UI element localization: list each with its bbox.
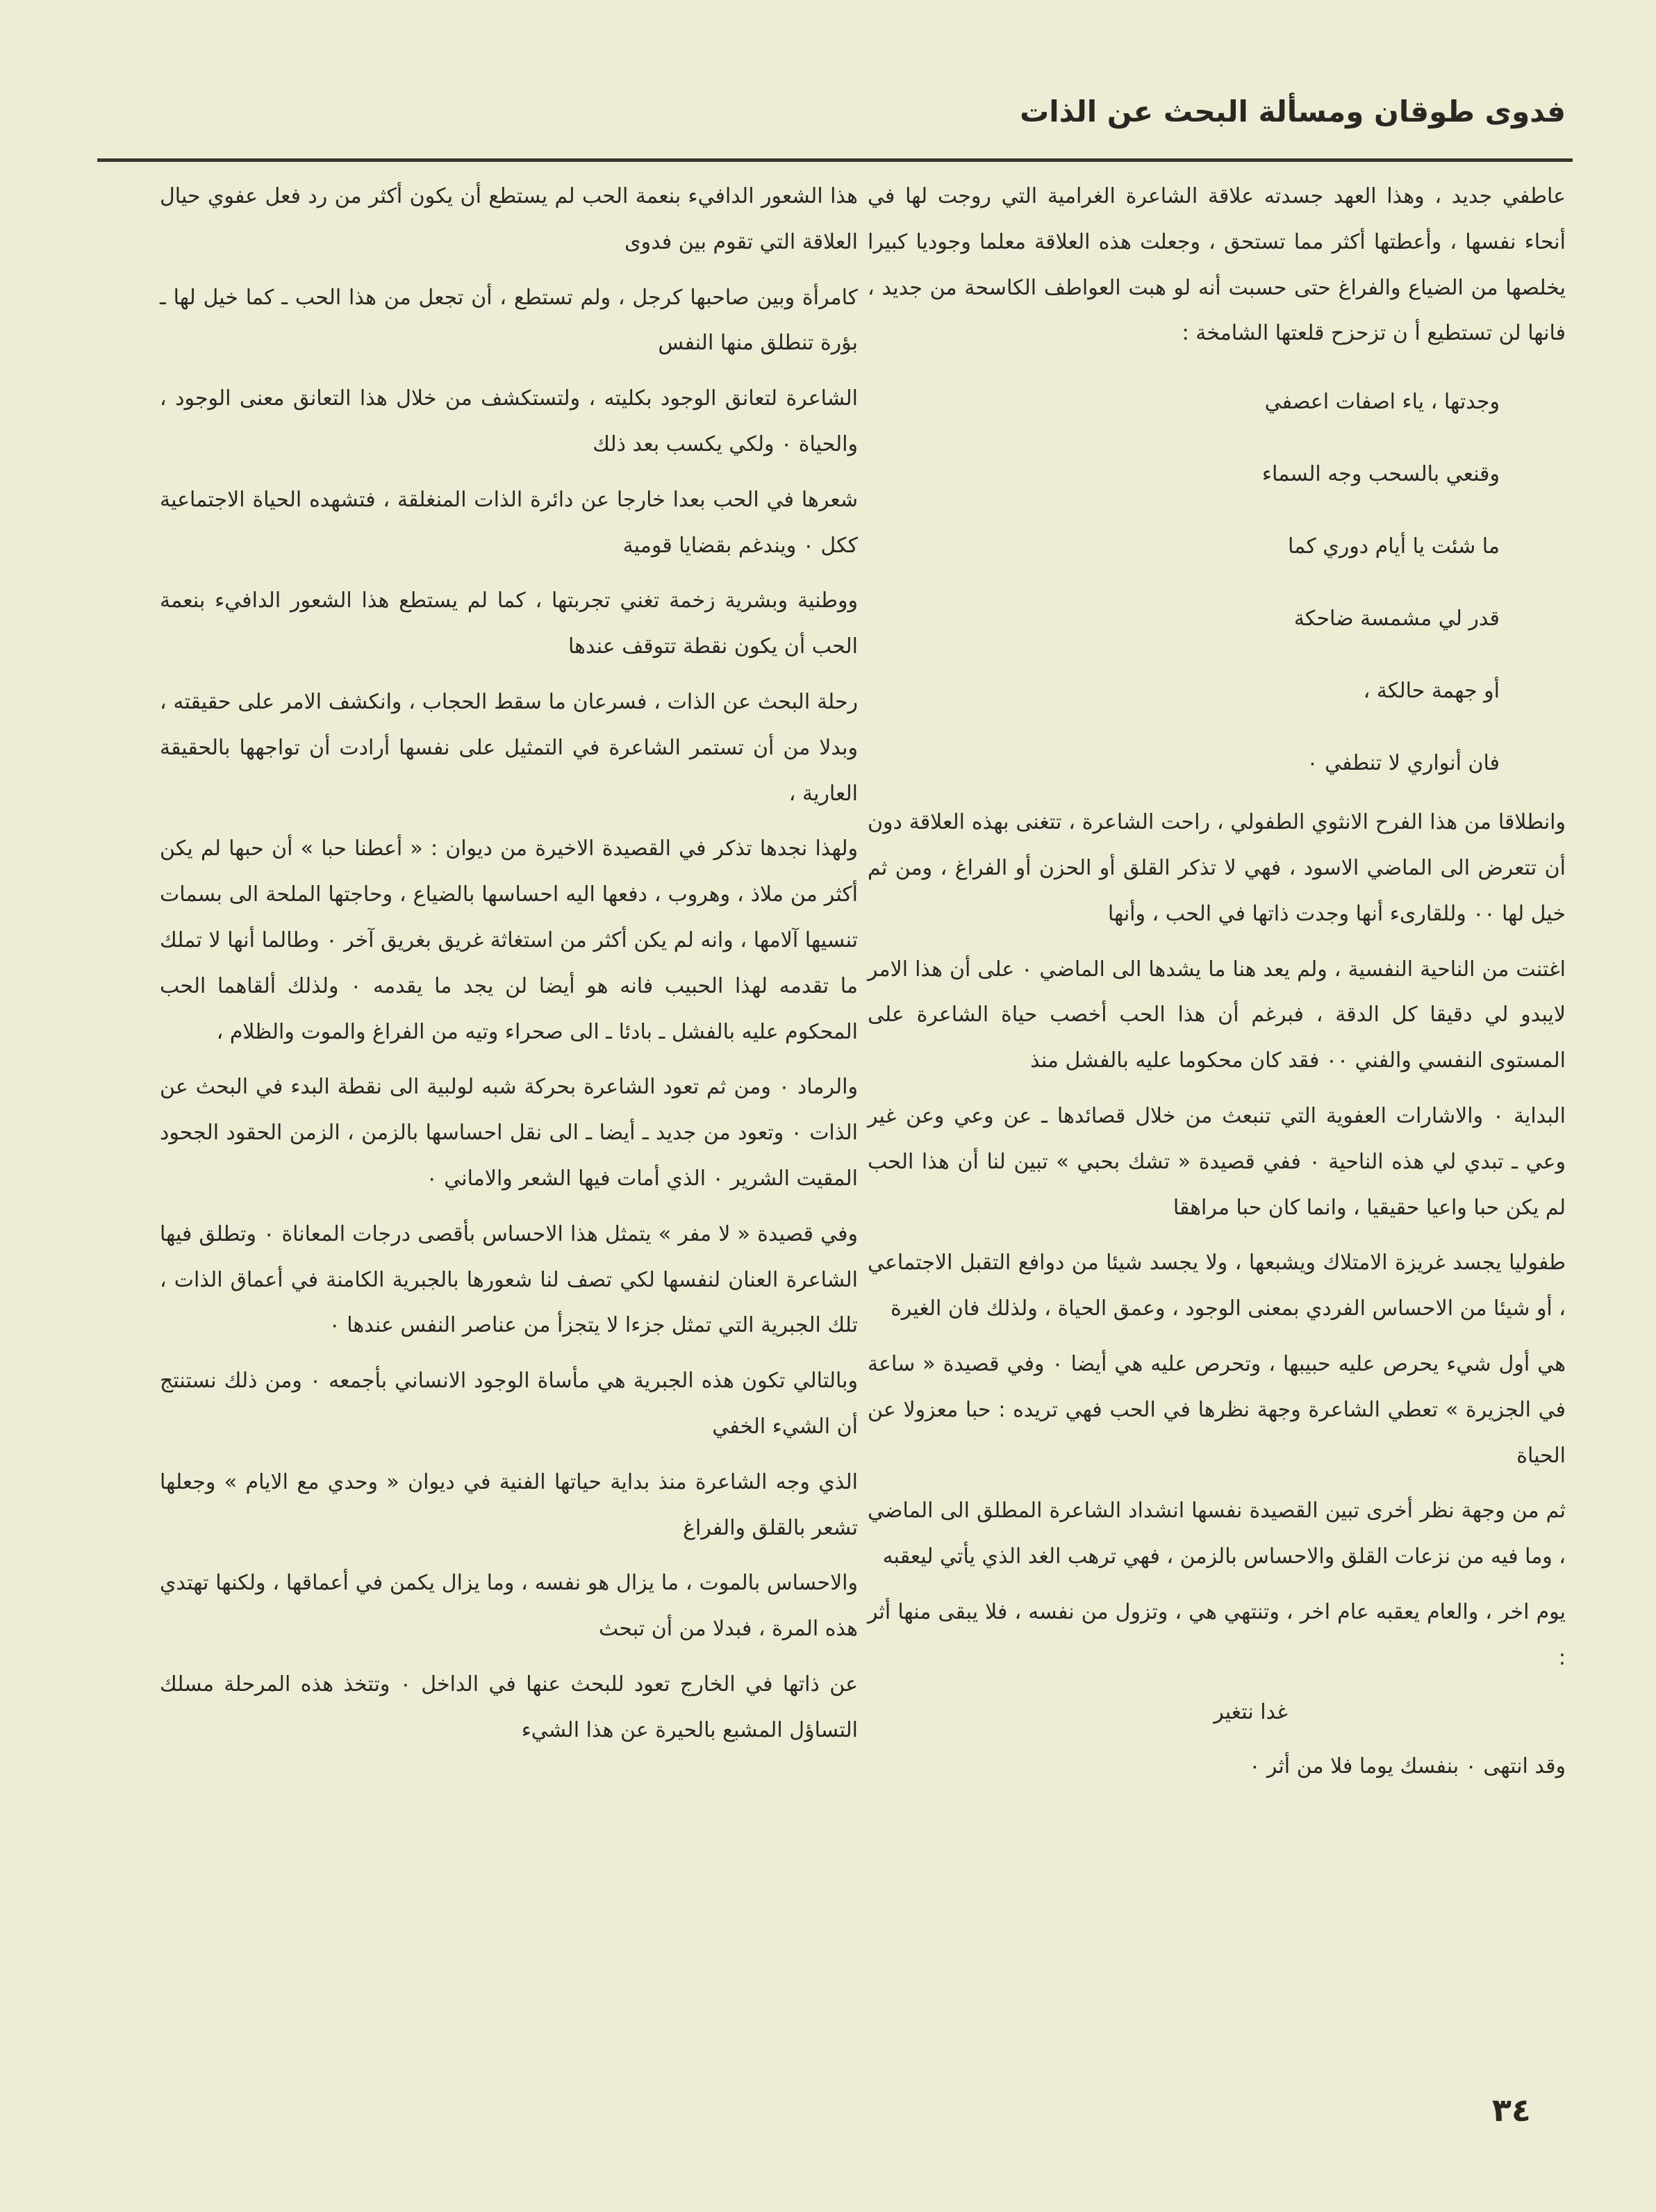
poem-line: وجدتها ، ياء اصفات اعصفي — [1264, 390, 1500, 415]
paragraph: كامرأة وبين صاحبها كرجل ، ولم تستطع ، أن تجعل من هذا الحب ـ كما خيل لها ـ بؤرة تنطلق منها النفس — [160, 285, 858, 356]
paragraph: اغتنت من الناحية النفسية ، ولم يعد هنا ما يشدها الى الماضي ٠ على أن هذا الامر لايبدو لي دقيقا كل الدقة ، فبرغم أن هذا الحب أخصب حياة الشاعرة على المستوى النفسي والفني ٠٠ فقد كان محكوما عليه بالفشل منذ — [868, 957, 1566, 1073]
paragraph: وقد انتهى ٠ بنفسك يوما فلا من أثر ٠ — [1249, 1753, 1566, 1778]
paragraph: وبالتالي تكون هذه الجبرية هي مأساة الوجود الانساني بأجمعه ٠ ومن ذلك نستنتج أن الشيء الخفي — [160, 1369, 858, 1439]
paragraph: ثم من وجهة نظر أخرى تبين القصيدة نفسها انشداد الشاعرة المطلق الى الماضي ، وما فيه من نزعات القلق والاحساس بالزمن ، فهي ترهب الغد الذي يأتي ليعقبه — [868, 1499, 1566, 1569]
poem-block — [868, 366, 1566, 800]
page-title: فدوى طوقان ومسألة البحث عن الذات — [1020, 94, 1566, 129]
right-column — [868, 174, 1566, 1799]
paragraph: عاطفي جديد ، وهذا العهد جسدته علاقة الشاعرة الغرامية التي روجت لها في أنحاء نفسها ، وأعطتها أكثر مما تستحق ، وجعلت هذه العلاقة معلما وجوديا كبيرا يخلصها من الضياع والفراغ حتى حسبت أنه لو هبت العواطف الكاسحة من جديد ، فانها لن تستطيع أ ن تزحزح قلعتها الشامخة : — [868, 184, 1566, 346]
poem-line: ما شئت يا أيام دوري كما — [1287, 534, 1500, 559]
poem-line: قدر لي مشمسة ضاحكة — [1293, 606, 1500, 632]
paragraph: هذا الشعور الدافيء بنعمة الحب لم يستطع أن يكون أكثر من رد فعل عفوي حيال العلاقة التي تقوم بين فدوى — [160, 184, 858, 254]
paragraph: الذي وجه الشاعرة منذ بداية حياتها الفنية في ديوان « وحدي مع الايام » وجعلها تشعر بالقلق والفراغ — [160, 1469, 858, 1540]
poem-line: غدا نتغير — [1214, 1699, 1288, 1724]
paragraph: والرماد ٠ ومن ثم تعود الشاعرة بحركة شبه لولبية الى نقطة البدء في البحث عن الذات ٠ وتعود من جديد ـ أيضا ـ الى نقل احساسها بالزمن ، الزمن الحقود الجحود المقيت الشرير ٠ الذي أمات فيها الشعر والاماني ٠ — [160, 1075, 858, 1191]
paragraph: ولهذا نجدها تذكر في القصيدة الاخيرة من ديوان : « أعطنا حبا » أن حبها لم يكن أكثر من ملاذ ، وهروب ، دفعها اليه احساسها بالضياع ، وحاجتها الملحة الى بسمات تنسيها آلامها ، وانه لم يكن أكثر من استغاثة غريق بغريق آخر ٠ وطالما أنها لا تملك ما تقدمه لهذا الحبيب فانه هو أيضا لن يجد ما يقدمه ٠ ولذلك ألقاهما الحب المحكوم عليه بالفشل ـ بادئا ـ الى صحراء وتيه من الفراغ والموت والظلام ، — [160, 836, 858, 1044]
paragraph: البداية ٠ والاشارات العفوية التي تنبعث من خلال قصائدها ـ عن وعي وعن غير وعي ـ تبدي لي هذه الناحية ٠ ففي قصيدة « تشك بحبي » تبين لنا أن هذا الحب لم يكن حبا واعيا حقيقيا ، وانما كان حبا مراهقا — [868, 1103, 1566, 1220]
poem-line: أو جهمة حالكة ، — [1363, 679, 1500, 704]
header-divider — [97, 158, 1573, 162]
paragraph: الشاعرة لتعانق الوجود بكليته ، ولتستكشف من خلال هذا التعانق معنى الوجود ، والحياة ٠ ولكي يكسب بعد ذلك — [160, 386, 858, 456]
paragraph: شعرها في الحب بعدا خارجا عن دائرة الذات المنغلقة ، فتشهده الحياة الاجتماعية ككل ٠ ويندغم بقضايا قومية — [160, 487, 858, 558]
paragraph: هي أول شيء يحرص عليه حبيبها ، وتحرص عليه هي أيضا ٠ وفي قصيدة « ساعة في الجزيرة » تعطي الشاعرة وجهة نظرها في الحب فهي تريده : حبا معزولا عن الحياة — [868, 1351, 1566, 1468]
paragraph: طفوليا يجسد غريزة الامتلاك ويشبعها ، ولا يجسد شيئا من دوافع التقبل الاجتماعي ، أو شيئا من الاحساس الفردي بمعنى الوجود ، وعمق الحياة ، ولذلك فان الغيرة — [868, 1251, 1566, 1321]
paragraph: ووطنية وبشرية زخمة تغني تجربتها ، كما لم يستطع هذا الشعور الدافيء بنعمة الحب أن يكون نقطة تتوقف عندها — [160, 588, 858, 659]
poem-line: وقنعي بالسحب وجه السماء — [1261, 462, 1500, 487]
left-column — [160, 174, 858, 1763]
paragraph: وفي قصيدة « لا مفر » يتمثل هذا الاحساس بأقصى درجات المعاناة ٠ وتطلق فيها الشاعرة العنان لنفسها لكي تصف لنا شعورها بالجبرية الكامنة في أعماق الذات ، تلك الجبرية التي تمثل جزءا لا يتجزأ من عناصر النفس عندها ٠ — [160, 1221, 858, 1338]
paragraph: عن ذاتها في الخارج تعود للبحث عنها في الداخل ٠ وتتخذ هذه المرحلة مسلك التساؤل المشبع بالحيرة عن هذا الشيء — [160, 1672, 858, 1742]
poem-line: فان أنواري لا تنطفي ٠ — [1307, 751, 1500, 776]
paragraph: والاحساس بالموت ، ما يزال هو نفسه ، وما يزال يكمن في أعماقها ، ولكنها تهتدي هذه المرة ، فبدلا من أن تبحث — [160, 1571, 858, 1642]
paragraph: يوم اخر ، والعام يعقبه عام اخر ، وتنتهي هي ، وتزول من نفسه ، فلا يبقى منها أثر : — [868, 1599, 1566, 1670]
page-number: ٣٤ — [1491, 2091, 1531, 2129]
paragraph: وانطلاقا من هذا الفرح الانثوي الطفولي ، راحت الشاعرة ، تتغنى بهذه العلاقة دون أن تتعرض الى الماضي الاسود ، فهي لا تذكر القلق أو الحزن أو الفراغ ، ومن ثم خيل لها ٠٠ وللقارىء أنها وجدت ذاتها في الحب ، وأنها — [868, 810, 1566, 926]
paragraph: رحلة البحث عن الذات ، فسرعان ما سقط الحجاب ، وانكشف الامر على حقيقته ، وبدلا من أن تستمر الشاعرة في التمثيل على نفسها أرادت أن تواجهها بالحقيقة العارية ، — [160, 689, 858, 806]
